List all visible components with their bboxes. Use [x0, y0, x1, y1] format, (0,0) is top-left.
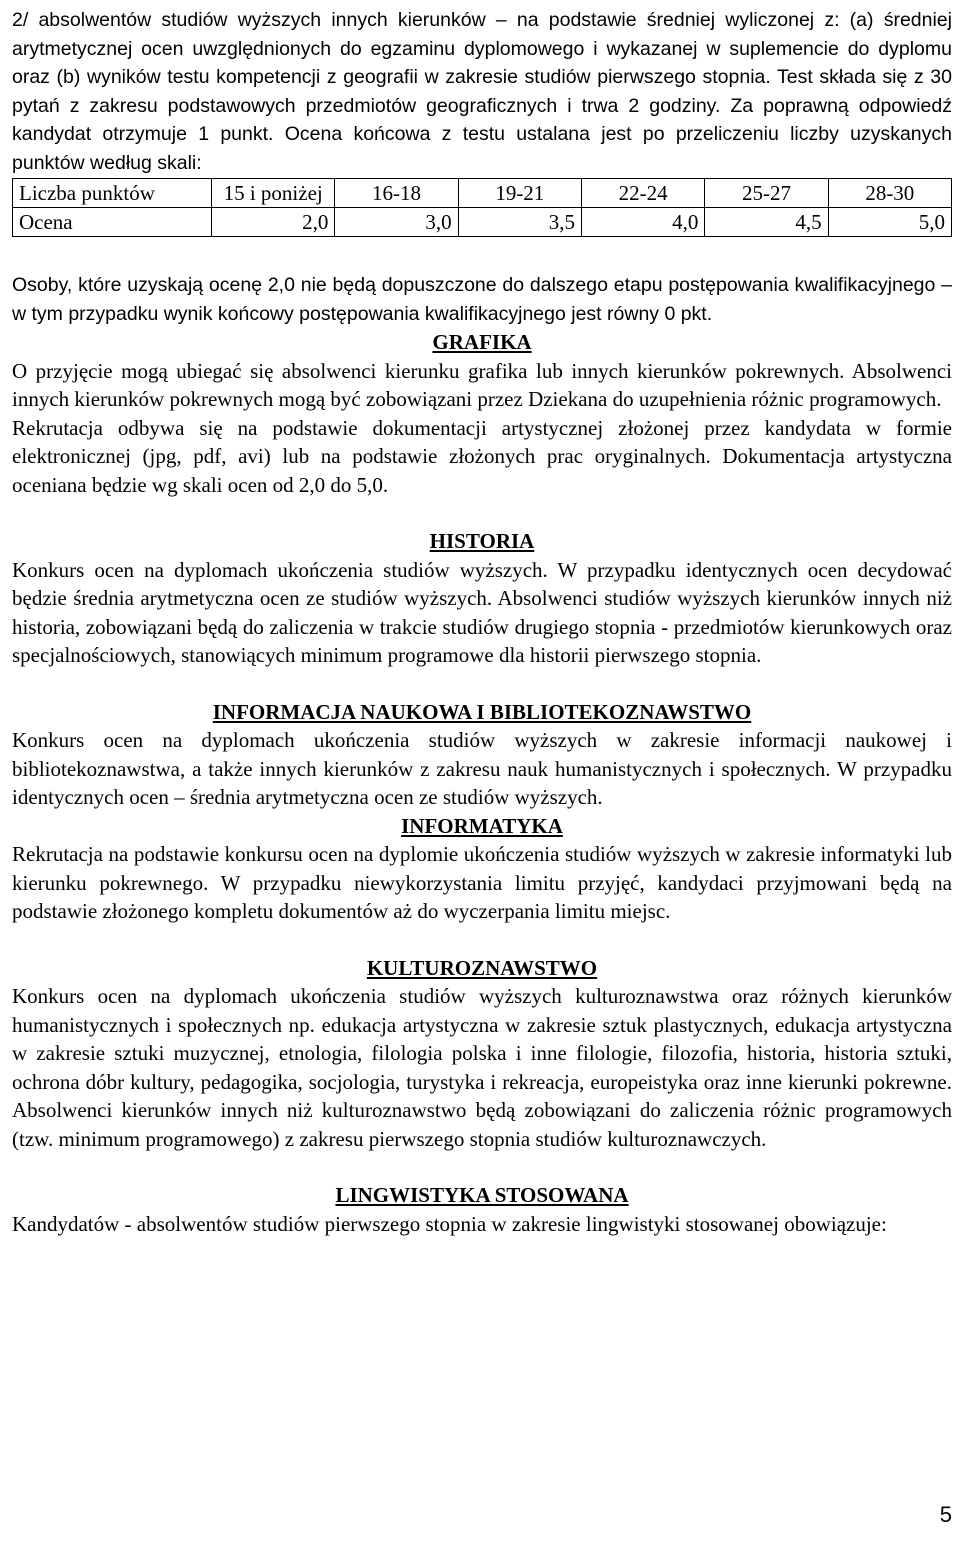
- table-row: [13, 208, 952, 237]
- intro-paragraph: 2/ absolwentów studiów wyższych innych kierunków – na podstawie średniej wyliczonej z: (a) średniej arytmetycznej ocen uwzględnionych do egzaminu dyplomowego i wykazanej w suplemencie do dyplomu oraz (b) wyników testu kompetencji z geografii w zakresie studiów pierwszego stopnia. Test składa się z 30 pytań z zakresu podstawowych przedmiotów geograficznych i trwa 2 godziny. Za poprawną odpowiedź kandydat otrzymuje 1 punkt. Ocena końcowa z testu ustalana jest po przeliczeniu liczby uzyskanych punktów według skali:: [12, 9, 952, 174]
- informacja-paragraph: Konkurs ocen na dyplomach ukończenia studiów wyższych w zakresie informacji naukowej i bibliotekoznawstwa, a także innych kierunków z zakresu nauk humanistycznych i społecznych. W przypadku identycznych ocen – średnia arytmetyczna ocen ze studiów wyższych.: [12, 728, 952, 809]
- historia-paragraph: Konkurs ocen na dyplomach ukończenia studiów wyższych. W przypadku identycznych ocen decydować będzie średnia arytmetyczna ocen ze studiów wyższych. Absolwenci studiów wyższych kierunków innych niż historia, zobowiązani będą do zaliczenia w trakcie studiów drugiego stopnia - przedmiotów kierunkowych oraz specjalnościowych, stanowiących minimum programowe dla historii pierwszego stopnia.: [12, 557, 952, 667]
- lingwistyka-paragraph: Kandydatów - absolwentów studiów pierwszego stopnia w zakresie lingwistyki stosowanej obowiązuje:: [12, 1211, 887, 1236]
- score-conversion-table: [12, 178, 952, 237]
- grafika-paragraph-1: O przyjęcie mogą ubiegać się absolwenci kierunku grafika lub innych kierunków pokrewnych. Absolwenci innych kierunków pokrewnych mogą być zobowiązani przez Dziekana do uzupełnienia różnic programowych.: [12, 358, 952, 411]
- table-cell: 25-27: [705, 179, 828, 208]
- kulturoznawstwo-paragraph: Konkurs ocen na dyplomach ukończenia studiów wyższych kulturoznawstwa oraz różnych kierunków humanistycznych i społecznych np. edukacja artystyczna w zakresie sztuk plastycznych, edukacja artystyczna w zakresie sztuki muzycznej, etnologia, filologia polska i inne filologie, filozofia, historia, historia sztuki, ochrona dóbr kultury, pedagogika, socjologia, turystyka i rekreacja, europeistyka oraz inne kierunki pokrewne. Absolwenci kierunków innych niż kulturoznawstwo będą zobowiązani do zaliczenia różnic programowych (tzw. minimum programowego) z zakresu pierwszego stopnia studiów kulturoznawczych.: [12, 984, 952, 1151]
- section-heading-informatyka: INFORMATYKA: [401, 813, 563, 838]
- table-cell: 3,0: [335, 208, 458, 237]
- table-cell: 5,0: [828, 208, 951, 237]
- table-row: [13, 179, 952, 208]
- table-cell: 16-18: [335, 179, 458, 208]
- disqualification-paragraph: Osoby, które uzyskają ocenę 2,0 nie będą dopuszczone do dalszego etapu postępowania kwalifikacyjnego – w tym przypadku wynik końcowy postępowania kwalifikacyjnego jest równy 0 pkt.: [12, 274, 952, 325]
- document-body: [12, 6, 952, 1238]
- section-heading-historia: HISTORIA: [429, 529, 535, 553]
- grafika-paragraph-2: Rekrutacja odbywa się na podstawie dokumentacji artystycznej złożonej przez kandydata w formie elektronicznej (jpg, pdf, avi) lub na podstawie złożonych prac oryginalnych. Dokumentacja artystyczna oceniana będzie wg skali ocen od 2,0 do 5,0.: [12, 415, 952, 497]
- table-cell: 28-30: [828, 179, 951, 208]
- table-cell: 4,0: [581, 208, 704, 237]
- table-cell: 2,0: [212, 208, 335, 237]
- section-heading-kulturoznawstwo: KULTUROZNAWSTWO: [366, 955, 598, 980]
- table-cell: 22-24: [581, 179, 704, 208]
- table-cell: 15 i poniżej: [212, 179, 335, 208]
- section-heading-grafika: GRAFIKA: [432, 330, 532, 354]
- informatyka-paragraph: Rekrutacja na podstawie konkursu ocen na dyplomie ukończenia studiów wyższych w zakresie informatyki lub kierunku pokrewnego. W przypadku niewykorzystania limitu przyjęć, kandydaci przyjmowani będą na podstawie złożonego kompletu dokumentów aż do wyczerpania limitu miejsc.: [12, 842, 952, 923]
- table-cell: 3,5: [458, 208, 581, 237]
- table-cell: 4,5: [705, 208, 828, 237]
- table-cell-header: Liczba punktów: [13, 179, 212, 208]
- page-number: 5: [939, 1502, 952, 1527]
- table-cell: 19-21: [458, 179, 581, 208]
- table-cell-header: Ocena: [13, 208, 212, 237]
- section-heading-lingwistyka: LINGWISTYKA STOSOWANA: [335, 1183, 629, 1207]
- section-heading-informacja: INFORMACJA NAUKOWA I BIBLIOTEKOZNAWSTWO: [212, 699, 752, 724]
